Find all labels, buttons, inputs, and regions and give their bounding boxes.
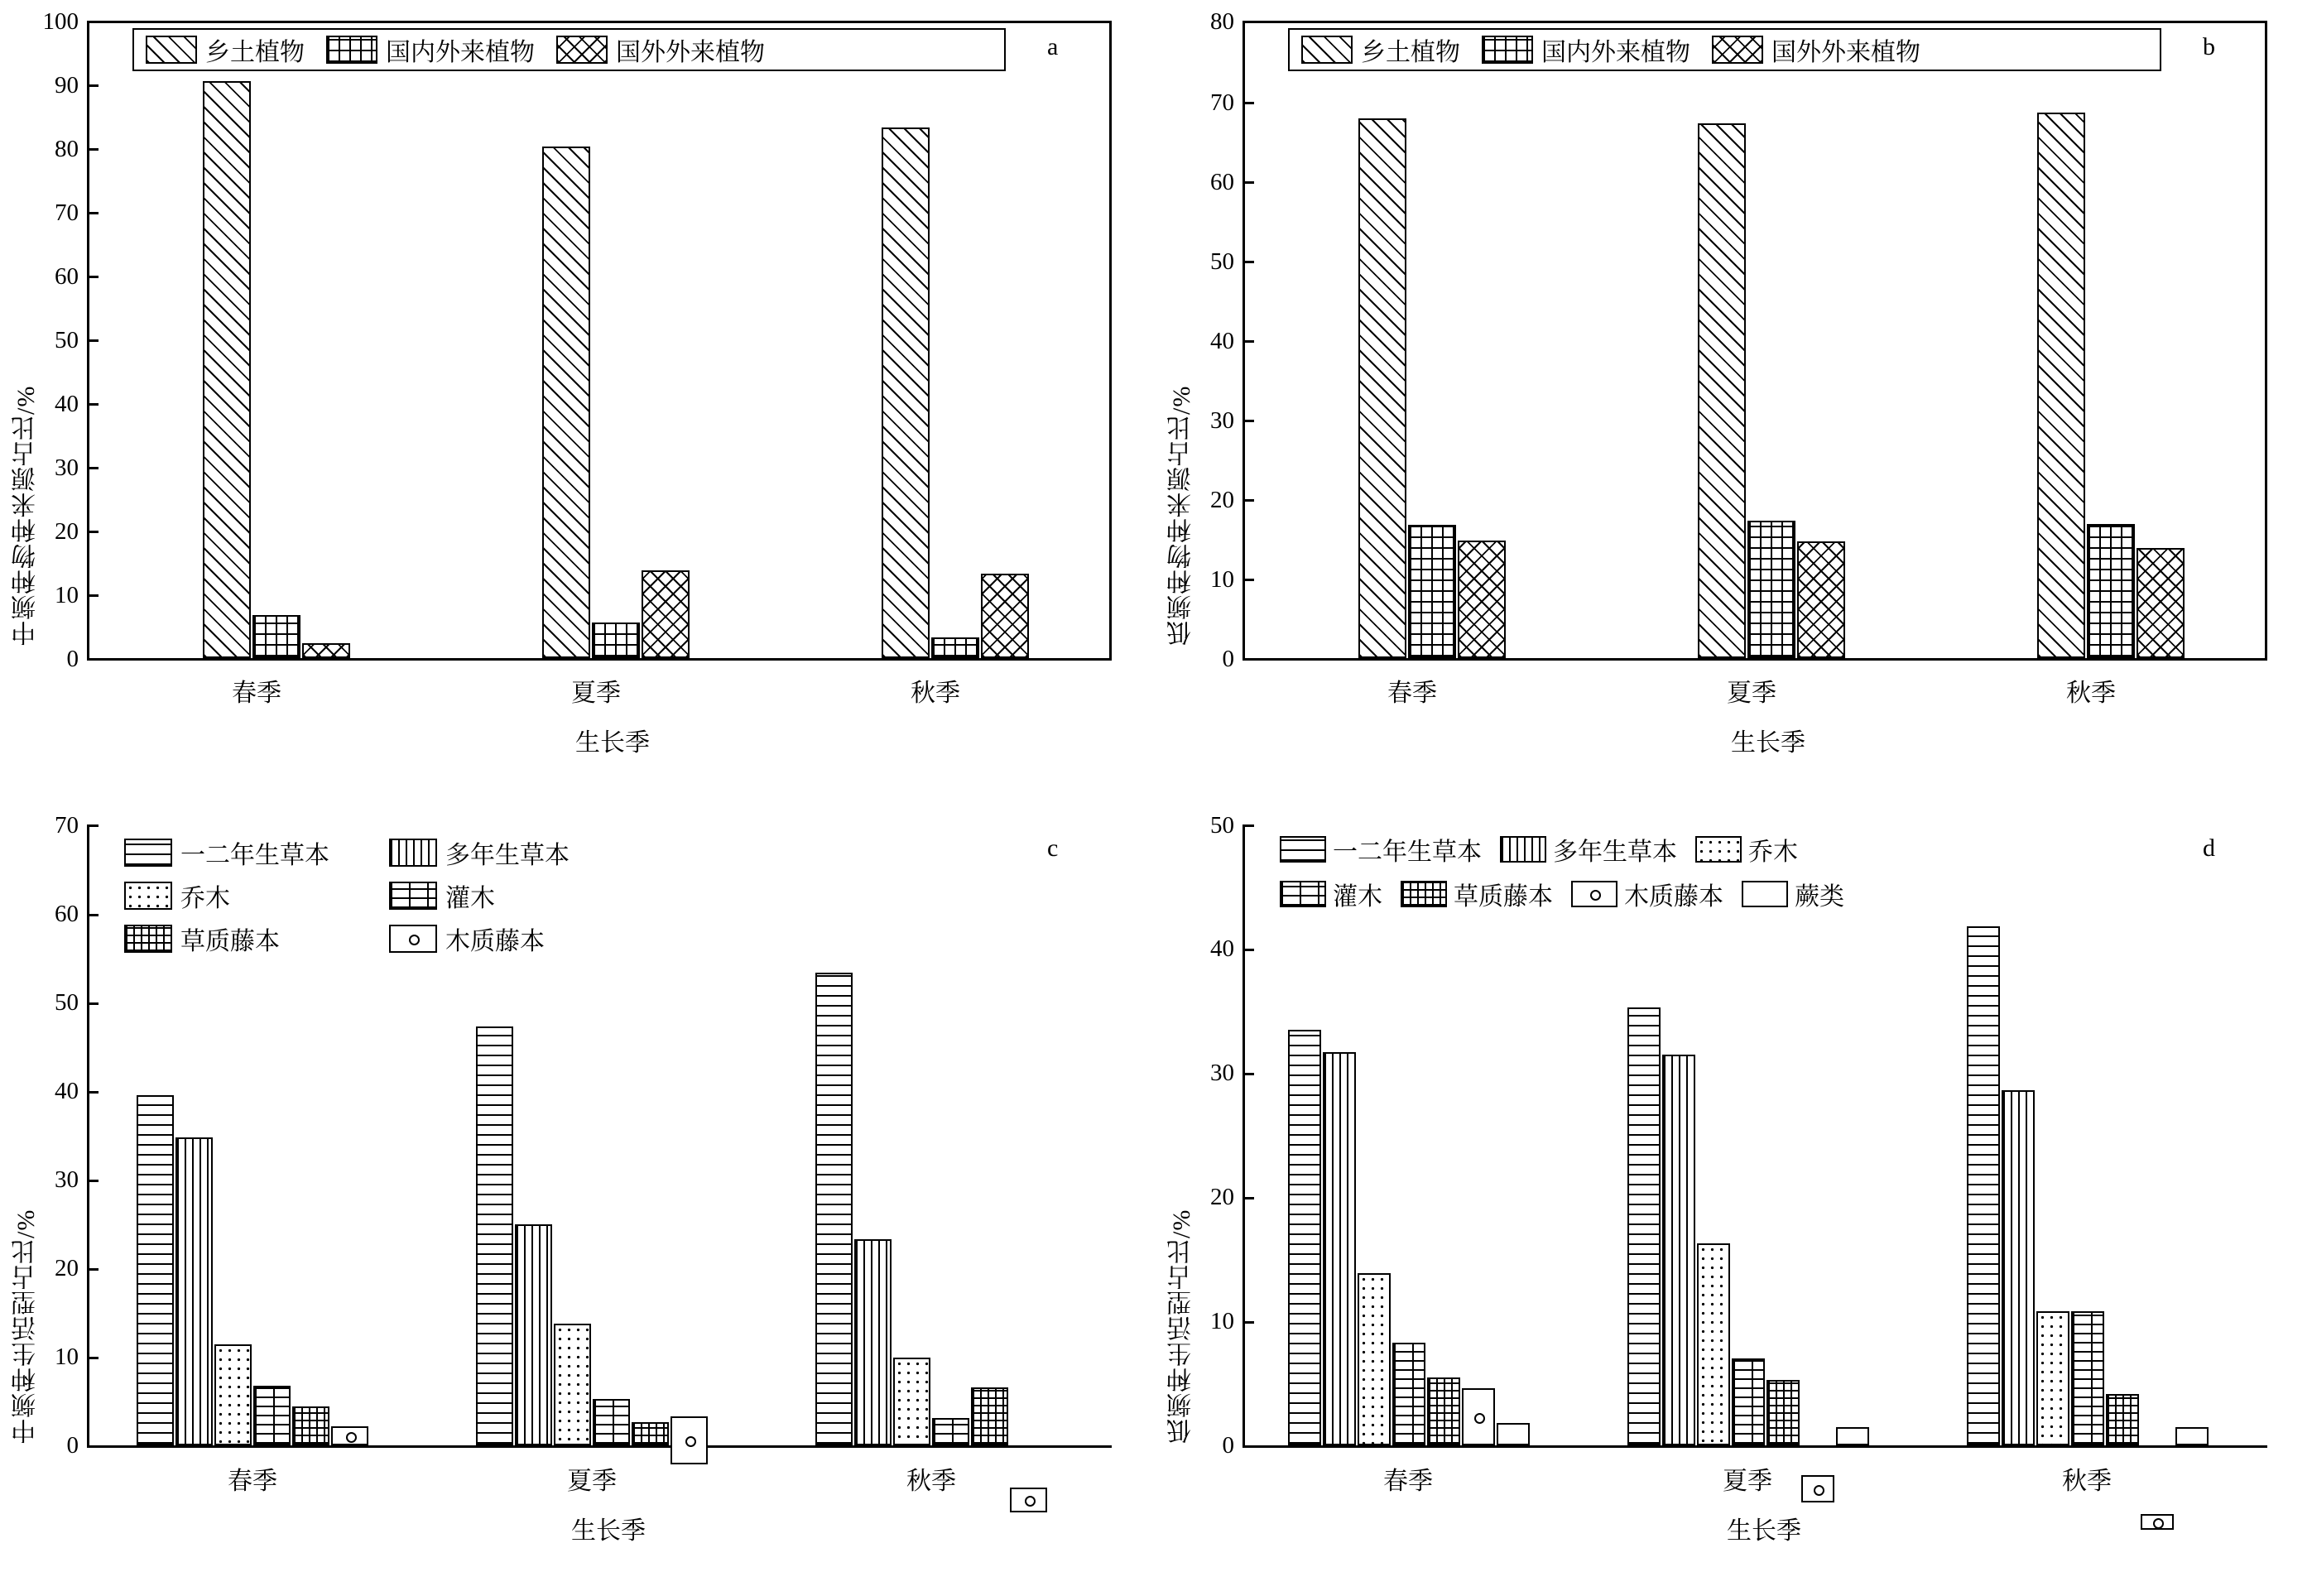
legend-item-b-0	[1301, 31, 1460, 68]
legend-swatch-dash-icon	[1280, 881, 1326, 907]
legend-label-b-2: 国外外来植物	[1771, 39, 1920, 66]
bar-d-autumn-herbvine	[2106, 1394, 2139, 1445]
bar-d-spring-annual	[1288, 1030, 1321, 1445]
bar-b-spring-foreign	[1458, 541, 1506, 658]
y-axis-label-a: 中频种物种来源占比/%	[12, 385, 40, 646]
legend-item-a-0	[146, 31, 305, 68]
panel-letter-d: d	[2203, 834, 2215, 862]
legend-swatch-vertical-icon	[389, 839, 437, 867]
x-tick-a-2: 秋季	[911, 680, 960, 707]
legend-item-c-0	[124, 834, 389, 871]
y-tick-a-8: 80	[55, 136, 79, 162]
bar-c-autumn-woodvine	[1010, 1488, 1047, 1512]
y-tick-a-10: 100	[42, 8, 79, 35]
legend-item-c-1	[389, 834, 654, 871]
tick-b-2	[1243, 499, 1254, 502]
legend-swatch-cross-icon	[556, 36, 608, 64]
x-tick-d-0: 春季	[1383, 1468, 1433, 1495]
bar-d-autumn-shrub	[2071, 1311, 2104, 1445]
bar-c-spring-shrub	[253, 1386, 291, 1445]
bar-c-summer-perennial	[515, 1224, 552, 1445]
legend-label-d-3: 灌木	[1333, 883, 1382, 911]
tick-a-4	[87, 403, 99, 406]
legend-label-c-1: 多年生草本	[445, 842, 570, 869]
axis-bottom-c	[87, 1445, 1112, 1448]
legend-item-c-5	[389, 921, 654, 957]
tick-a-3	[87, 467, 99, 469]
chart-panel-c	[0, 798, 1156, 1596]
y-tick-d-2: 20	[1210, 1184, 1234, 1210]
legend-swatch-dots-icon	[1695, 836, 1742, 863]
y-tick-a-3: 30	[55, 454, 79, 481]
tick-c-0	[87, 1445, 99, 1448]
y-tick-a-4: 40	[55, 391, 79, 417]
y-tick-a-1: 10	[55, 582, 79, 608]
bar-c-spring-herbvine	[292, 1406, 329, 1445]
legend-swatch-dots-icon	[124, 882, 172, 910]
tick-a-6	[87, 276, 99, 278]
x-tick-c-2: 秋季	[906, 1468, 956, 1495]
y-tick-a-2: 20	[55, 518, 79, 545]
bar-a-summer-foreign	[642, 570, 690, 658]
tick-d-5	[1243, 824, 1254, 827]
tick-c-6	[87, 914, 99, 916]
panel-letter-c: c	[1047, 834, 1059, 862]
legend-swatch-circle-icon	[1571, 881, 1617, 907]
bar-b-spring-domestic	[1408, 525, 1456, 658]
legend-b	[1288, 28, 2161, 71]
bar-d-autumn-annual	[1967, 926, 2000, 1445]
y-tick-b-0: 0	[1222, 646, 1234, 672]
bar-d-spring-fern	[1497, 1423, 1530, 1445]
x-tick-c-1: 夏季	[567, 1468, 617, 1495]
bar-d-autumn-tree	[2036, 1311, 2069, 1445]
bar-b-autumn-foreign	[2137, 548, 2185, 658]
legend-item-d-4	[1401, 876, 1553, 912]
y-axis-label-c: 中频种生活型占比/%	[12, 1209, 40, 1444]
legend-label-d-2: 乔木	[1748, 839, 1798, 866]
y-tick-d-5: 50	[1210, 812, 1234, 839]
tick-a-10	[87, 21, 99, 23]
legend-item-d-5	[1571, 876, 1723, 912]
tick-a-7	[87, 212, 99, 214]
y-tick-c-4: 40	[55, 1078, 79, 1104]
x-axis-label-a: 生长季	[575, 729, 650, 757]
y-tick-b-8: 80	[1210, 8, 1234, 35]
bar-b-summer-native	[1698, 123, 1746, 658]
legend-label-b-1: 国内外来植物	[1541, 39, 1690, 66]
legend-label-d-0: 一二年生草本	[1333, 839, 1482, 866]
y-tick-c-1: 10	[55, 1344, 79, 1370]
x-axis-label-d: 生长季	[1727, 1517, 1801, 1545]
axis-top-a	[87, 21, 1112, 23]
y-tick-b-7: 70	[1210, 89, 1234, 116]
bar-c-summer-herbvine	[632, 1422, 669, 1445]
y-tick-a-7: 70	[55, 200, 79, 226]
legend-item-c-2	[124, 877, 389, 914]
bar-a-summer-native	[542, 147, 590, 658]
legend-swatch-diagonal-icon	[146, 36, 197, 64]
tick-a-0	[87, 658, 99, 661]
y-tick-a-5: 50	[55, 327, 79, 353]
tick-d-4	[1243, 949, 1254, 951]
x-tick-a-0: 春季	[232, 680, 281, 707]
bar-a-spring-domestic	[252, 615, 300, 658]
x-tick-b-1: 夏季	[1727, 680, 1776, 707]
legend-item-d-6	[1742, 876, 1844, 912]
y-tick-c-3: 30	[55, 1166, 79, 1193]
legend-label-d-1: 多年生草本	[1553, 839, 1677, 866]
bar-b-summer-domestic	[1747, 521, 1795, 658]
bar-c-spring-annual	[137, 1095, 174, 1445]
legend-label-b-0: 乡土植物	[1361, 39, 1460, 66]
tick-b-1	[1243, 579, 1254, 581]
y-axis-label-b: 低频种物种来源占比/%	[1168, 385, 1195, 646]
legend-swatch-horizontal-icon	[1280, 836, 1326, 863]
legend-label-c-4: 草质藤本	[180, 928, 280, 955]
tick-c-3	[87, 1180, 99, 1182]
tick-b-6	[1243, 181, 1254, 184]
y-tick-a-6: 60	[55, 263, 79, 290]
y-tick-b-1: 10	[1210, 566, 1234, 593]
bar-d-spring-woodvine	[1462, 1388, 1495, 1445]
tick-a-1	[87, 594, 99, 597]
tick-a-2	[87, 531, 99, 533]
tick-d-2	[1243, 1197, 1254, 1199]
tick-a-8	[87, 148, 99, 151]
legend-item-b-2	[1712, 31, 1920, 68]
x-tick-b-2: 秋季	[2066, 680, 2116, 707]
tick-c-1	[87, 1357, 99, 1359]
bar-c-spring-tree	[214, 1344, 252, 1445]
legend-label-c-0: 一二年生草本	[180, 842, 329, 869]
x-axis-label-b: 生长季	[1731, 729, 1805, 757]
bar-a-autumn-native	[882, 127, 930, 658]
y-tick-c-6: 60	[55, 901, 79, 927]
bar-c-autumn-annual	[815, 973, 853, 1445]
y-tick-a-9: 90	[55, 72, 79, 99]
legend-swatch-dash-icon	[389, 882, 437, 910]
axis-left-c	[87, 824, 89, 1445]
bar-d-summer-perennial	[1662, 1055, 1695, 1445]
legend-swatch-grid-icon	[1482, 36, 1533, 64]
legend-swatch-horizontal-icon	[124, 839, 172, 867]
tick-d-0	[1243, 1445, 1254, 1448]
legend-a	[132, 28, 1006, 71]
legend-label-a-2: 国外外来植物	[616, 39, 765, 66]
bar-d-summer-herbvine	[1766, 1380, 1800, 1445]
legend-item-d-2	[1695, 831, 1798, 868]
legend-swatch-grid-icon	[326, 36, 377, 64]
bar-a-spring-foreign	[302, 643, 350, 658]
tick-a-9	[87, 84, 99, 87]
bar-c-summer-shrub	[593, 1399, 630, 1445]
bar-d-spring-tree	[1358, 1273, 1391, 1445]
bar-c-summer-annual	[476, 1026, 513, 1445]
y-tick-c-7: 70	[55, 812, 79, 839]
bar-c-spring-perennial	[175, 1137, 213, 1445]
bar-a-spring-native	[203, 81, 251, 658]
panel-letter-b: b	[2203, 33, 2215, 60]
legend-c	[124, 831, 654, 964]
bar-c-autumn-perennial	[854, 1239, 892, 1445]
y-tick-d-3: 30	[1210, 1060, 1234, 1086]
legend-item-a-1	[326, 31, 535, 68]
axis-left-d	[1243, 824, 1245, 1445]
bar-d-autumn-fern	[2175, 1427, 2209, 1445]
chart-panel-b	[1156, 0, 2312, 798]
y-tick-d-0: 0	[1222, 1432, 1234, 1459]
legend-swatch-cross-icon	[1712, 36, 1763, 64]
tick-c-7	[87, 824, 99, 827]
y-tick-b-4: 40	[1210, 328, 1234, 354]
legend-item-b-1	[1482, 31, 1690, 68]
bar-a-autumn-domestic	[931, 637, 979, 658]
y-tick-b-3: 30	[1210, 407, 1234, 434]
legend-label-c-2: 乔木	[180, 885, 230, 912]
bar-c-spring-woodvine	[331, 1426, 368, 1445]
legend-swatch-vertical-icon	[1500, 836, 1546, 863]
legend-swatch-plain-icon	[1742, 881, 1788, 907]
axis-right-b	[2265, 21, 2267, 661]
legend-label-d-6: 蕨类	[1795, 883, 1844, 911]
legend-swatch-brick-icon	[1401, 881, 1447, 907]
x-tick-a-1: 夏季	[571, 680, 621, 707]
bar-d-summer-shrub	[1732, 1358, 1765, 1445]
bar-d-summer-tree	[1697, 1243, 1730, 1445]
y-tick-c-2: 20	[55, 1255, 79, 1281]
tick-b-8	[1243, 21, 1254, 23]
bar-c-summer-woodvine	[671, 1416, 708, 1464]
legend-label-a-1: 国内外来植物	[386, 39, 535, 66]
bar-b-summer-foreign	[1797, 541, 1845, 658]
axis-bottom-a	[87, 658, 1112, 661]
tick-d-3	[1243, 1073, 1254, 1075]
axis-top-b	[1243, 21, 2267, 23]
legend-item-d-3	[1280, 876, 1382, 912]
legend-label-a-0: 乡土植物	[205, 39, 305, 66]
bar-d-autumn-perennial	[2002, 1090, 2035, 1445]
bar-d-summer-fern	[1836, 1427, 1869, 1445]
y-tick-c-5: 50	[55, 989, 79, 1016]
legend-item-d-1	[1500, 831, 1677, 868]
bar-d-spring-shrub	[1392, 1343, 1425, 1445]
x-tick-d-1: 夏季	[1723, 1468, 1772, 1495]
tick-b-5	[1243, 261, 1254, 263]
axis-bottom-b	[1243, 658, 2267, 661]
bar-a-summer-domestic	[592, 623, 640, 658]
legend-item-a-2	[556, 31, 765, 68]
tick-c-4	[87, 1091, 99, 1094]
y-tick-d-4: 40	[1210, 935, 1234, 962]
bar-d-spring-perennial	[1323, 1052, 1356, 1445]
y-tick-b-6: 60	[1210, 169, 1234, 195]
y-tick-c-0: 0	[66, 1432, 79, 1459]
y-tick-b-2: 20	[1210, 487, 1234, 513]
y-tick-b-5: 50	[1210, 248, 1234, 275]
tick-b-0	[1243, 658, 1254, 661]
legend-swatch-circle-icon	[389, 925, 437, 953]
bar-b-autumn-domestic	[2087, 524, 2135, 658]
legend-label-c-3: 灌木	[445, 885, 495, 912]
legend-label-d-4: 草质藤本	[1454, 883, 1553, 911]
x-tick-d-2: 秋季	[2062, 1468, 2112, 1495]
x-tick-c-0: 春季	[228, 1468, 277, 1495]
bar-d-autumn-woodvine	[2141, 1514, 2174, 1530]
chart-panel-d	[1156, 798, 2312, 1596]
legend-item-c-3	[389, 877, 654, 914]
y-axis-label-d: 低频种生活型占比/%	[1168, 1209, 1195, 1444]
legend-swatch-diagonal-icon	[1301, 36, 1353, 64]
bar-d-summer-annual	[1627, 1007, 1661, 1445]
legend-d	[1280, 831, 2199, 924]
tick-b-3	[1243, 420, 1254, 422]
legend-item-d-0	[1280, 831, 1482, 868]
panel-letter-a: a	[1047, 33, 1059, 60]
legend-label-d-5: 木质藤本	[1624, 883, 1723, 911]
x-axis-label-c: 生长季	[571, 1517, 646, 1545]
bar-b-autumn-native	[2037, 113, 2085, 658]
axis-right-a	[1109, 21, 1112, 661]
bar-c-autumn-tree	[893, 1358, 930, 1445]
legend-swatch-brick-icon	[124, 925, 172, 953]
bar-d-spring-herbvine	[1427, 1377, 1460, 1445]
y-tick-d-1: 10	[1210, 1308, 1234, 1334]
bar-a-autumn-foreign	[981, 574, 1029, 658]
tick-b-7	[1243, 102, 1254, 104]
bar-b-spring-native	[1358, 118, 1406, 658]
tick-c-5	[87, 1002, 99, 1005]
bar-c-autumn-herbvine	[971, 1387, 1008, 1445]
bar-c-autumn-shrub	[932, 1418, 969, 1445]
tick-d-1	[1243, 1321, 1254, 1324]
x-tick-b-0: 春季	[1387, 680, 1437, 707]
legend-item-c-4	[124, 921, 389, 957]
tick-c-2	[87, 1268, 99, 1271]
axis-bottom-d	[1243, 1445, 2267, 1448]
y-tick-a-0: 0	[66, 646, 79, 672]
bar-c-summer-tree	[554, 1324, 591, 1445]
chart-panel-a	[0, 0, 1156, 798]
tick-b-4	[1243, 340, 1254, 343]
legend-label-c-5: 木质藤本	[445, 928, 545, 955]
tick-a-5	[87, 339, 99, 342]
